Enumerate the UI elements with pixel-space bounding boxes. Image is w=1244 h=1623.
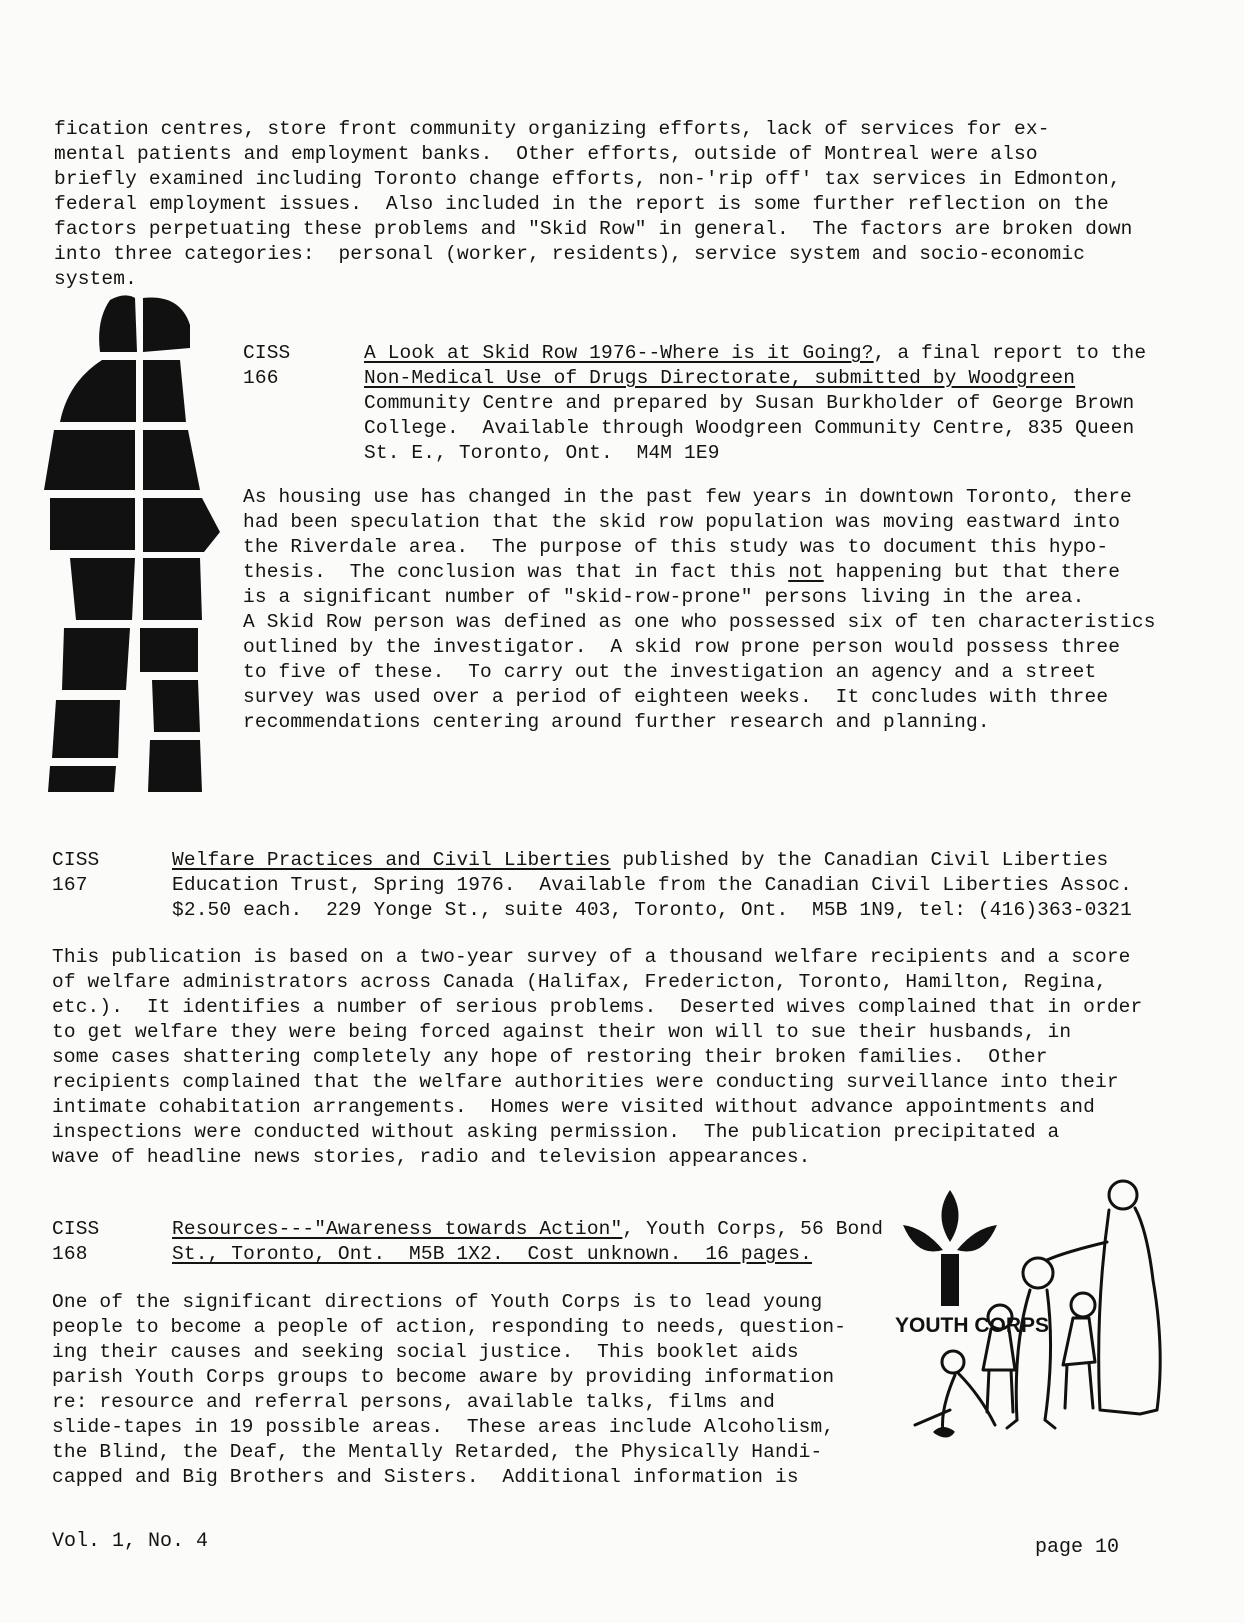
- citation-line: Community Centre and prepared by Susan Burkholder of George Brown: [364, 392, 1135, 414]
- text-line: the Blind, the Deaf, the Mentally Retarded, the Physically Handi-: [52, 1441, 823, 1463]
- text-line: intimate cohabitation arrangements. Homes were visited without advance appointments and: [52, 1096, 1095, 1118]
- entry-number: 166: [243, 367, 279, 389]
- text-line: As housing use has changed in the past few years in downtown Toronto, there: [243, 486, 1132, 508]
- entry-code-label: CISS: [243, 342, 291, 364]
- text-line: recommendations centering around further research and planning.: [243, 711, 990, 733]
- text-line: had been speculation that the skid row population was moving eastward into: [243, 511, 1121, 533]
- text-line: slide-tapes in 19 possible areas. These areas include Alcoholism,: [52, 1416, 835, 1438]
- text-line: to five of these. To carry out the investigation an agency and a street: [243, 661, 1097, 683]
- text-line: A Skid Row person was defined as one who possessed six of ten characteristics: [243, 611, 1156, 633]
- text-line: capped and Big Brothers and Sisters. Additional information is: [52, 1466, 799, 1488]
- text-line: people to become a people of action, responding to needs, question-: [52, 1316, 847, 1338]
- text-line: federal employment issues. Also included in the report is some further reflection on the: [54, 193, 1109, 215]
- text-line: to get welfare they were being forced against their won will to sue their husbands, in: [52, 1021, 1072, 1043]
- emphasized-word: not: [788, 561, 824, 583]
- text-line: into three categories: personal (worker, residents), service system and socio-economic: [54, 243, 1086, 265]
- text-line: One of the significant directions of Youth Corps is to lead young: [52, 1291, 823, 1313]
- entry-abstract: [52, 1265, 846, 1540]
- entry-number: 168: [52, 1243, 88, 1265]
- text-fragment: happening but that there: [823, 561, 1121, 583]
- text-line: ing their causes and seeking social justice. This booklet aids: [52, 1341, 799, 1363]
- entry-code-label: CISS: [52, 1218, 100, 1240]
- text-line: This publication is based on a two-year survey of a thousand welfare recipients and a score: [52, 946, 1131, 968]
- entry-abstract: [243, 460, 1156, 785]
- text-line: re: resource and referral persons, available talks, films and: [52, 1391, 775, 1413]
- text-line: mental patients and employment banks. Other efforts, outside of Montreal were also: [54, 143, 1038, 165]
- citation-text: , Youth Corps, 56 Bond: [622, 1218, 884, 1240]
- text-line: recipients complained that the welfare authorities were conducting surveillance into their: [52, 1071, 1119, 1093]
- text-line: outlined by the investigator. A skid row prone person would possess three: [243, 636, 1121, 658]
- text-line: the Riverdale area. The purpose of this study was to document this hypo-: [243, 536, 1109, 558]
- text-line: survey was used over a period of eighteen weeks. It concludes with three: [243, 686, 1109, 708]
- text-line: etc.). It identifies a number of serious problems. Deserted wives complained that in order: [52, 996, 1143, 1018]
- citation-line: St. E., Toronto, Ont. M4M 1E9: [364, 442, 720, 464]
- volume-number: Vol. 1, No. 4: [52, 1530, 209, 1553]
- text-line: factors perpetuating these problems and "Skid Row" in general. The factors are broken down: [54, 218, 1133, 240]
- text-line: is a significant number of "skid-row-prone" persons living in the area.: [243, 586, 1085, 608]
- citation-line: $2.50 each. 229 Yonge St., suite 403, Toronto, Ont. M5B 1N9, tel: (416)363-0321: [172, 899, 1133, 921]
- text-line: parish Youth Corps groups to become aware by providing information: [52, 1366, 835, 1388]
- text-line: of welfare administrators across Canada (Halifax, Fredericton, Toronto, Hamilton, Regina,: [52, 971, 1107, 993]
- youth-corps-logo-text: YOUTH CORPS: [895, 1314, 1050, 1337]
- page-number: page 10: [1035, 1536, 1120, 1559]
- entry-title: Welfare Practices and Civil Liberties: [172, 849, 611, 871]
- entry-code-label: CISS: [52, 849, 100, 871]
- youth-corps-logo-illustration: [895, 1170, 1195, 1470]
- entry-title: A Look at Skid Row 1976--Where is it Going?: [364, 342, 874, 364]
- citation-line: Education Trust, Spring 1976. Available from the Canadian Civil Liberties Assoc.: [172, 874, 1133, 896]
- entry-title: Resources---"Awareness towards Action": [172, 1218, 623, 1240]
- text-line: fication centres, store front community organizing efforts, lack of services for ex-: [54, 118, 1050, 140]
- text-line: wave of headline news stories, radio and television appearances.: [52, 1146, 811, 1168]
- entry-code: [243, 316, 290, 441]
- citation-text: , a final report to the: [873, 342, 1147, 364]
- text-line: some cases shattering completely any hope of restoring their broken families. Other: [52, 1046, 1048, 1068]
- text-line: briefly examined including Toronto change efforts, non-'rip off' tax services in Edmonton,: [54, 168, 1121, 190]
- entry-number: 167: [52, 874, 88, 896]
- text-line: system.: [54, 268, 137, 290]
- skid-row-silhouette-illustration: [40, 290, 230, 795]
- citation-line: Non-Medical Use of Drugs Directorate, submitted by Woodgreen: [364, 367, 1076, 389]
- citation-line: St., Toronto, Ont. M5B 1X2. Cost unknown. 16 pages.: [172, 1243, 813, 1265]
- citation-text: published by the Canadian Civil Liberties: [610, 849, 1109, 871]
- text-fragment: thesis. The conclusion was that in fact this: [243, 561, 789, 583]
- citation-line: College. Available through Woodgreen Community Centre, 835 Queen: [364, 417, 1135, 439]
- text-line: inspections were conducted without asking permission. The publication precipitated a: [52, 1121, 1060, 1143]
